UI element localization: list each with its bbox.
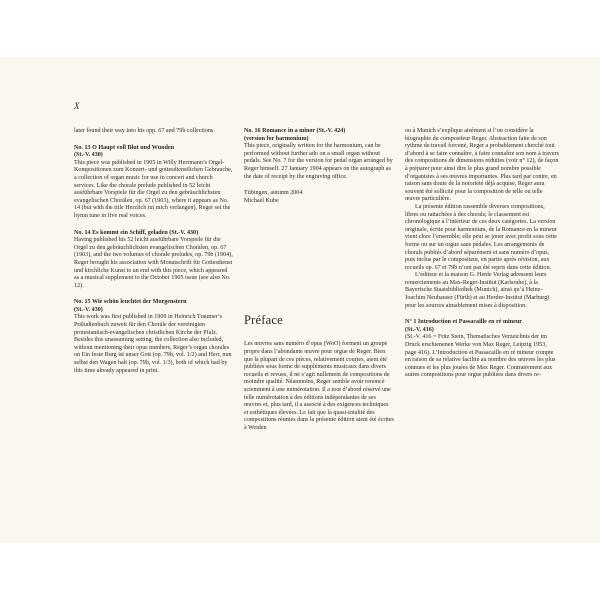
column-3 bbox=[405, 128, 559, 380]
column-1 bbox=[74, 128, 234, 375]
no15-ref: (St.-V. 430) bbox=[74, 306, 103, 313]
no13-ref: (St.-V. 430) bbox=[74, 152, 103, 159]
no1-body: (St.-V. 416 = Fritz Stein, Thematisches Verzeichnis der im Druck erschienenen Werke von Max Reger, Leipzig 1953, page 416). L’Introduction et Passacaille en ré mineur compte en raison de sa relative facilité au nombre des œuvres les plus connues et les plus jouées de Max Reger. Contrairement aux autres compositions pour orgue publiées dans divers re- bbox=[405, 334, 556, 379]
column-2 bbox=[244, 128, 394, 432]
no16-sub: (version for harmonium) bbox=[244, 135, 309, 142]
no15-body: This work was first published in 1909 in Heinrich Traumer’s Präludienbuch zuweit für den Choräle der vereinigten protestantisch-evangelischen christlichen Kirche der Pfalz. Besides this unassuming setting, the collection also included, without mentioning their opus numbers, Reger’s organ chorales on Ein feste Burg ist unser Gott (op. 79b, vol. 1/2) and Herr, nun selbst den Wagen halt (op. 79b, vol. 1/3), both of which had by this time already appeared in print. bbox=[74, 314, 232, 374]
no16-heading: No. 16 Romance in a minor (St.-V. 424) bbox=[244, 128, 346, 134]
author: Michael Kube bbox=[244, 197, 279, 204]
no15-heading: No. 15 Wie schön leuchtet der Morgenstern bbox=[74, 299, 187, 306]
book-page bbox=[0, 57, 600, 543]
no16-body: This piece, originally written for the harmonium, can be performed without further ado on a small organ without pedals. See No. 7 for the version for pedal organ arranged by Reger himself. 27 January 1904 appears on the autograph as the date of receipt by the engraving office. bbox=[244, 143, 393, 180]
no14-body: Having published his 52 leicht ausführbare Vorspiele für die Orgel zu den gebräuchlichsten evangelischen Chorälen, op. 67 (1903), and the two volumes of chorale preludes, op. 79b (1904), Reger brought his association with Monatschrift für Gottesdienst und kirchliche Kunst to an end with this piece, which appeared as a musical supplement to the October 1905 issue (see also No. 12). bbox=[74, 237, 233, 289]
page-number: X bbox=[74, 101, 80, 111]
no13-body: This piece was published in 1905 in Willy Herrmann’s Orgel-Kompositionen zum Konzert- und gottesdienstlichen Gebrauche, a collection of organ music for use in concert and church services. Like the chorale prelude published in 52 leicht ausführbare Vorspiele für die Orgel zu den gebräuchlichsten evangelischen Chorälen, op. 67 (1903), where it appears as No. 14 (but with the title Herzlich tut mich verlangen), Reger set the hymn tune in five real voices. bbox=[74, 159, 233, 219]
no1-ref: (St.-V. 416) bbox=[405, 326, 434, 333]
preface-title: Préface bbox=[244, 313, 283, 328]
col3-paragraph-3: L’éditeur et la maison G. Henle Verlag adressent leurs remerciements au Max-Reger-Institut (Karlsruhe), à la Bayerische Staatsbibliothek (Munich), ainsi qu’à Heinz-Joachim Neuhauser (Fürth) et au Herder-Institut (Marburg) pour les sources aimablement mises à disposition. bbox=[405, 272, 550, 309]
col3-paragraph-2: La présente édition rassemble diverses compositions, libres ou rattachées à des chorals; le classement est chronologique à l’intérieur de ces deux catégories. La version originale, écrite pour harmonium, de la Romance en la mineur vient clore l’ensemble; elle peut se jouer avec profit sous cette forme ou sur un orgue sans pédales. Les arrangements de chorals publiés d’abord séparément et sans numéro d’opus, puis inclus par le compositeur, en partie après révision, aux recueils op. 67 et 79b n’ont pas été repris dans cette édition. bbox=[405, 203, 557, 271]
no1-heading: N° 1 Introduction et Passacaille en ré mineur bbox=[405, 319, 522, 326]
preface-body: Les œuvres sans numéro d’opus (WoO) forment un groupe propre dans l’abondante œuvre pour orgue de Reger. Bien que la plupart de ces pièces, relativement courtes, aient été publiées sous forme de suppléments musicaux dans divers recueils et revues, il ne s’agit nullement de compositions de moindre qualité. Néanmoins, Reger semble avoir renoncé sciemment à une numérotation. Il a tout d’abord réservé une telle numérotation à des éditions indépendantes de ses œuvres et, plus tard, il a associé à des exigences techniques et esthétiques élevées. Le fait que la quasi-totalité des compositions réunies dans la présente édition aient été écrites à Weiden bbox=[244, 341, 394, 431]
no14-heading: No. 14 Es kommt ein Schiff, geladen (St.-V. 430) bbox=[74, 229, 199, 236]
place-date: Tübingen, autumn 2004 bbox=[244, 190, 303, 197]
intro-text: later found their way into his opp. 67 and 79b collections. bbox=[74, 128, 215, 134]
col3-paragraph-1: ou à Munich s’explique aisément si l’on considère la biographie du compositeur Reger. Abstraction faite de son rythme de travail forcené, Reger a probablement cherché tout d’abord à se faire connaître, à faire connaître son nom à travers des compositions de dimensions réduites (voir n° 12), de façon à préparer pour ainsi dire le plus grand nombre possible d’organistes à ses œuvres importantes. Plus tard par contre, en raison sans doute de la notoriété déjà acquise, Reger aura souvent été sollicité pour la composition de telle ou telle œuvre particulière. bbox=[405, 128, 559, 203]
no13-heading: No. 13 O Haupt voll Blut und Wunden bbox=[74, 144, 175, 151]
